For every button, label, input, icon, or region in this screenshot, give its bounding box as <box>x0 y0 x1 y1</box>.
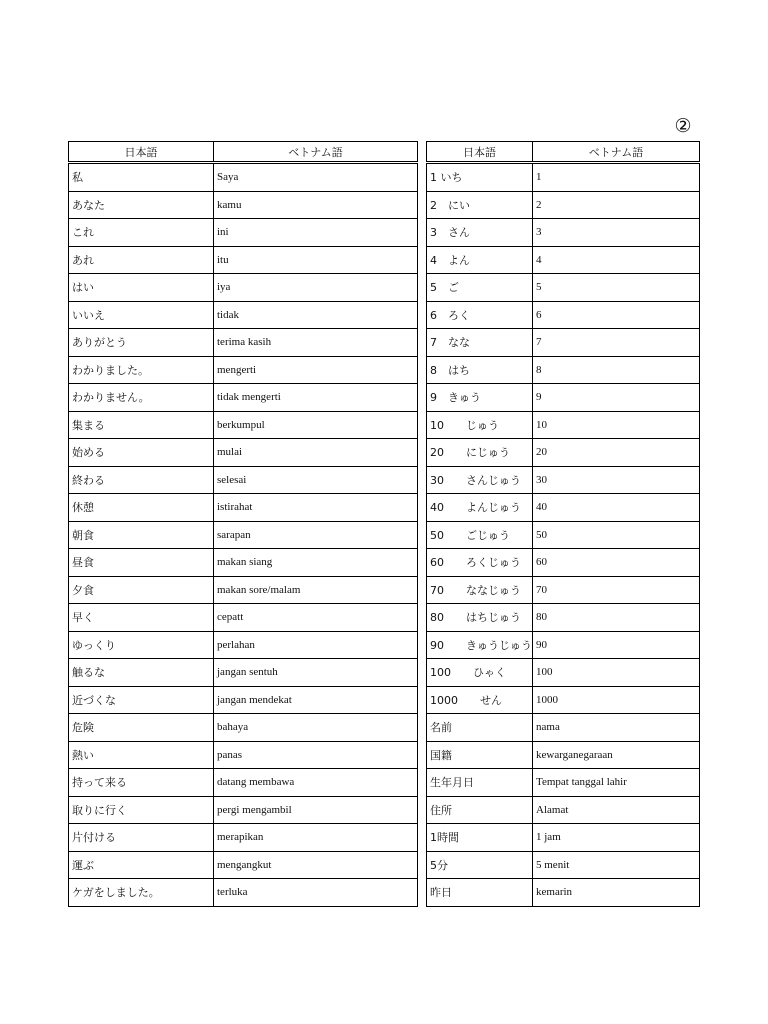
translation-cell: 30 <box>533 466 700 494</box>
translation-cell: jangan mendekat <box>214 686 418 714</box>
vocabulary-table-right <box>426 141 700 907</box>
translation-cell: 90 <box>533 631 700 659</box>
column-header-translation: ベトナム語 <box>214 142 418 163</box>
translation-cell: 1000 <box>533 686 700 714</box>
translation-cell: Saya <box>214 163 418 192</box>
translation-cell: mengerti <box>214 356 418 384</box>
vocabulary-table-left <box>68 141 418 907</box>
japanese-term-cell: 10 じゅう <box>427 411 533 439</box>
translation-cell: tidak <box>214 301 418 329</box>
table-row <box>69 851 418 879</box>
table-row <box>427 549 700 577</box>
translation-cell: itu <box>214 246 418 274</box>
table-row <box>427 191 700 219</box>
japanese-term-cell: 運ぶ <box>69 851 214 879</box>
translation-cell: 80 <box>533 604 700 632</box>
page-number: ② <box>674 115 692 137</box>
table-row <box>427 466 700 494</box>
table-row <box>427 631 700 659</box>
japanese-term-cell: 近づくな <box>69 686 214 714</box>
translation-cell: 60 <box>533 549 700 577</box>
japanese-term-cell: 片付ける <box>69 824 214 852</box>
translation-cell: ini <box>214 219 418 247</box>
japanese-term-cell: 夕食 <box>69 576 214 604</box>
table-row <box>427 163 700 192</box>
japanese-term-cell: あなた <box>69 191 214 219</box>
translation-cell: terluka <box>214 879 418 907</box>
table-row <box>69 604 418 632</box>
table-row <box>69 274 418 302</box>
translation-cell: 8 <box>533 356 700 384</box>
table-row <box>427 384 700 412</box>
japanese-term-cell: 早く <box>69 604 214 632</box>
japanese-term-cell: 30 さんじゅう <box>427 466 533 494</box>
japanese-term-cell: 40 よんじゅう <box>427 494 533 522</box>
table-row <box>69 549 418 577</box>
table-body <box>427 163 700 907</box>
translation-cell: berkumpul <box>214 411 418 439</box>
table-row <box>69 686 418 714</box>
translation-cell: terima kasih <box>214 329 418 357</box>
table-header-row <box>427 142 700 163</box>
japanese-term-cell: 国籍 <box>427 741 533 769</box>
japanese-term-cell: 持って来る <box>69 769 214 797</box>
translation-cell: mengangkut <box>214 851 418 879</box>
table-row <box>69 714 418 742</box>
japanese-term-cell: 昼食 <box>69 549 214 577</box>
translation-cell: makan siang <box>214 549 418 577</box>
table-row <box>69 191 418 219</box>
japanese-term-cell: 私 <box>69 163 214 192</box>
japanese-term-cell: これ <box>69 219 214 247</box>
japanese-term-cell: 20 にじゅう <box>427 439 533 467</box>
japanese-term-cell: 60 ろくじゅう <box>427 549 533 577</box>
table-row <box>69 301 418 329</box>
table-row <box>69 246 418 274</box>
japanese-term-cell: 危険 <box>69 714 214 742</box>
table-row <box>69 521 418 549</box>
translation-cell: 6 <box>533 301 700 329</box>
japanese-term-cell: 生年月日 <box>427 769 533 797</box>
table-row <box>427 246 700 274</box>
translation-cell: makan sore/malam <box>214 576 418 604</box>
translation-cell: merapikan <box>214 824 418 852</box>
table-row <box>427 714 700 742</box>
table-body <box>69 163 418 907</box>
translation-cell: iya <box>214 274 418 302</box>
translation-cell: 1 <box>533 163 700 192</box>
table-row <box>427 576 700 604</box>
japanese-term-cell: 触るな <box>69 659 214 687</box>
table-row <box>427 329 700 357</box>
translation-cell: 1 jam <box>533 824 700 852</box>
translation-cell: 9 <box>533 384 700 412</box>
table-row <box>427 604 700 632</box>
translation-cell: jangan sentuh <box>214 659 418 687</box>
table-row <box>427 439 700 467</box>
translation-cell: 20 <box>533 439 700 467</box>
japanese-term-cell: 取りに行く <box>69 796 214 824</box>
translation-cell: cepatt <box>214 604 418 632</box>
table-row <box>427 301 700 329</box>
table-row <box>427 356 700 384</box>
japanese-term-cell: 住所 <box>427 796 533 824</box>
translation-cell: 5 <box>533 274 700 302</box>
translation-cell: kemarin <box>533 879 700 907</box>
table-row <box>69 796 418 824</box>
japanese-term-cell: 休憩 <box>69 494 214 522</box>
translation-cell: 5 menit <box>533 851 700 879</box>
japanese-term-cell: あれ <box>69 246 214 274</box>
table-row <box>427 521 700 549</box>
table-row <box>69 659 418 687</box>
japanese-term-cell: ケガをしました。 <box>69 879 214 907</box>
japanese-term-cell: 1 いち <box>427 163 533 192</box>
translation-cell: 40 <box>533 494 700 522</box>
column-header-japanese: 日本語 <box>427 142 533 163</box>
column-header-japanese: 日本語 <box>69 142 214 163</box>
translation-cell: 70 <box>533 576 700 604</box>
japanese-term-cell: 名前 <box>427 714 533 742</box>
japanese-term-cell: 8 はち <box>427 356 533 384</box>
japanese-term-cell: 9 きゅう <box>427 384 533 412</box>
japanese-term-cell: 100 ひゃく <box>427 659 533 687</box>
translation-cell: nama <box>533 714 700 742</box>
table-row <box>69 384 418 412</box>
translation-cell: pergi mengambil <box>214 796 418 824</box>
table-row <box>427 411 700 439</box>
japanese-term-cell: 朝食 <box>69 521 214 549</box>
japanese-term-cell: 6 ろく <box>427 301 533 329</box>
translation-cell: perlahan <box>214 631 418 659</box>
translation-cell: kamu <box>214 191 418 219</box>
japanese-term-cell: 1000 せん <box>427 686 533 714</box>
translation-cell: 100 <box>533 659 700 687</box>
translation-cell: istirahat <box>214 494 418 522</box>
translation-cell: panas <box>214 741 418 769</box>
translation-cell: 3 <box>533 219 700 247</box>
table-row <box>427 741 700 769</box>
table-row <box>69 411 418 439</box>
japanese-term-cell: 熱い <box>69 741 214 769</box>
table-row <box>427 659 700 687</box>
column-header-translation: ベトナム語 <box>533 142 700 163</box>
translation-cell: 10 <box>533 411 700 439</box>
translation-cell: mulai <box>214 439 418 467</box>
table-row <box>427 851 700 879</box>
japanese-term-cell: 70 ななじゅう <box>427 576 533 604</box>
table-row <box>69 879 418 907</box>
japanese-term-cell: 始める <box>69 439 214 467</box>
table-row <box>69 439 418 467</box>
table-row <box>427 686 700 714</box>
translation-cell: Tempat tanggal lahir <box>533 769 700 797</box>
translation-cell: datang membawa <box>214 769 418 797</box>
translation-cell: selesai <box>214 466 418 494</box>
table-row <box>69 494 418 522</box>
translation-cell: 2 <box>533 191 700 219</box>
japanese-term-cell: 2 にい <box>427 191 533 219</box>
japanese-term-cell: 80 はちじゅう <box>427 604 533 632</box>
table-row <box>427 769 700 797</box>
translation-cell: tidak mengerti <box>214 384 418 412</box>
translation-cell: kewarganegaraan <box>533 741 700 769</box>
table-row <box>69 824 418 852</box>
japanese-term-cell: 7 なな <box>427 329 533 357</box>
japanese-term-cell: 昨日 <box>427 879 533 907</box>
japanese-term-cell: 90 きゅうじゅう <box>427 631 533 659</box>
table-row <box>69 163 418 192</box>
table-row <box>427 219 700 247</box>
translation-cell: 4 <box>533 246 700 274</box>
table-row <box>427 879 700 907</box>
table-row <box>427 494 700 522</box>
table-row <box>69 576 418 604</box>
table-row <box>69 741 418 769</box>
table-row <box>69 219 418 247</box>
japanese-term-cell: 50 ごじゅう <box>427 521 533 549</box>
table-row <box>427 274 700 302</box>
table-row <box>69 631 418 659</box>
japanese-term-cell: ゆっくり <box>69 631 214 659</box>
translation-cell: 7 <box>533 329 700 357</box>
table-row <box>69 329 418 357</box>
japanese-term-cell: 集まる <box>69 411 214 439</box>
translation-cell: 50 <box>533 521 700 549</box>
japanese-term-cell: 終わる <box>69 466 214 494</box>
japanese-term-cell: はい <box>69 274 214 302</box>
table-header-row <box>69 142 418 163</box>
table-row <box>427 796 700 824</box>
japanese-term-cell: 4 よん <box>427 246 533 274</box>
table-row <box>69 769 418 797</box>
japanese-term-cell: わかりません。 <box>69 384 214 412</box>
japanese-term-cell: 5 ご <box>427 274 533 302</box>
table-row <box>427 824 700 852</box>
japanese-term-cell: 1時間 <box>427 824 533 852</box>
japanese-term-cell: わかりました。 <box>69 356 214 384</box>
japanese-term-cell: いいえ <box>69 301 214 329</box>
japanese-term-cell: ありがとう <box>69 329 214 357</box>
translation-cell: sarapan <box>214 521 418 549</box>
translation-cell: Alamat <box>533 796 700 824</box>
translation-cell: bahaya <box>214 714 418 742</box>
japanese-term-cell: 5分 <box>427 851 533 879</box>
table-row <box>69 356 418 384</box>
table-row <box>69 466 418 494</box>
japanese-term-cell: 3 さん <box>427 219 533 247</box>
